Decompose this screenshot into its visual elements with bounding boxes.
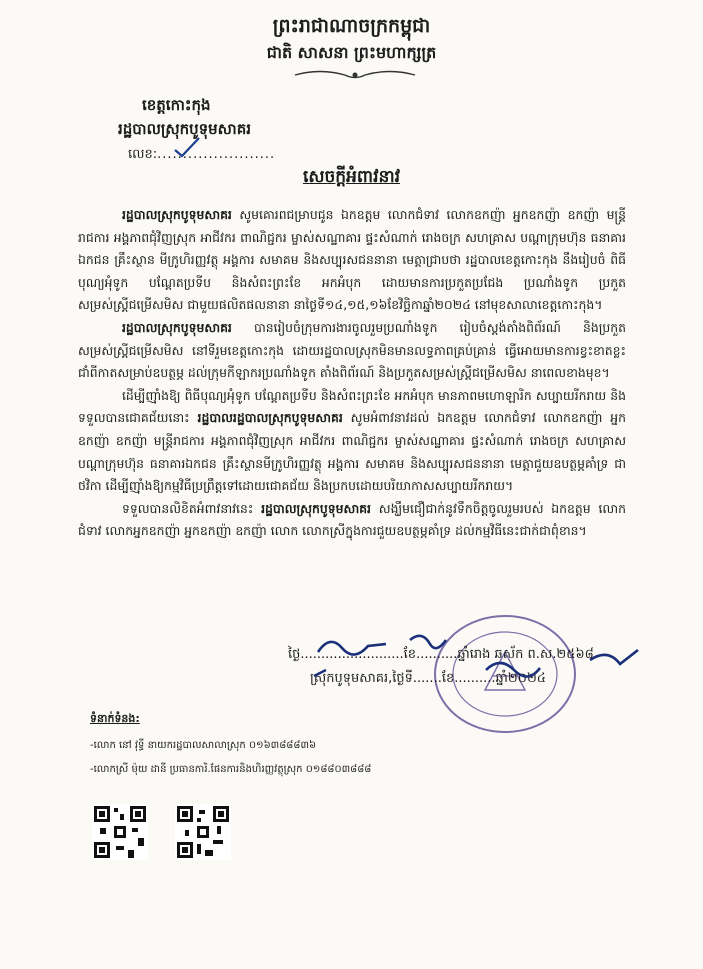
contact-line-1: -លោក នៅ វុទ្ធី នាយករដ្ឋបាលសាលាស្រុក ០១៦៣៨៨៨៣៦ bbox=[90, 740, 317, 751]
body-paragraph-4 bbox=[78, 498, 626, 543]
body-paragraph-3 bbox=[78, 385, 626, 498]
national-motto: ជាតិ សាសនា ព្រះមហាក្សត្រ bbox=[266, 43, 437, 62]
paragraph-2-bold: រដ្ឋបាលស្រុកបូទុមសាគរ bbox=[122, 319, 232, 335]
lunar-date-line: ថ្ងៃ.........................ខែ..........ឆ្នាំរោង ឆស័ក ព.ស.២៥៦៨ bbox=[288, 647, 594, 662]
handwritten-signature bbox=[290, 630, 650, 700]
province-name: ខេត្តកោះកុង bbox=[142, 96, 211, 114]
paragraph-3-text-b: សូមអំពាវនាវដល់ ឯកឧត្តម លោកជំទាវ លោកឧកញ៉ា អ្នកឧកញ៉ា ឧកញ៉ា មន្ត្រីរាជការ អង្គភាពជុំវិញស្រុក អាជីវករ ពាណិជ្ជករ ម្ចាស់សណ្ឋាគារ ផ្ទះសំណាក់ រោងចក្រ សហគ្រាស បណ្តាក្រុមហ៊ុន ធនាគារឯកជន គ្រឹះស្ថានមីក្រូហិរញ្ញវត្ថុ អង្គការ សមាគម និងសប្បុរសជននានា មេត្តាជួយឧបត្ថម្ភគាំទ្រ ជាថវិកា ដើម្បីញ៉ាំងឱ្យកម្មវិធីប្រព្រឹត្តទៅដោយជោគជ័យ និងប្រកបដោយបរិយាកាសសប្បាយរីករាយ។ bbox=[78, 410, 626, 494]
paragraph-2-text: បានរៀបចំក្រុមការងារចូលរួមប្រណាំងទូក រៀបចំស្តង់តាំងពិព័រណ៍ និងប្រកួតសម្រស់ស្រ្តីជម្រើសមិស នៅទីរួមខេត្តកោះកុង ដោយរដ្ឋបាលស្រុកមិនមានលទ្ធភាពគ្រប់គ្រាន់ ធ្វើអោយមានការខ្វះខាតខ្លះជាំពីកាតសម្រាប់ឧបត្ថម្ភ ដល់ក្រុមកីឡាករប្រណាំងទូក តាំងពិព័រណ៍ និងប្រកួតសម្រស់ស្រ្តីជម្រើសមិស នាពេលខាងមុខ។ bbox=[78, 319, 626, 381]
qr-code-2 bbox=[175, 804, 231, 860]
checkmark-icon bbox=[172, 136, 202, 158]
paragraph-4-bold: រដ្ឋបាលស្រុកបូទុមសាគរ bbox=[261, 500, 371, 516]
contact-line-2: -លោកស្រី ម៉ុយ ដានី ប្រធានការិ.ផែនការនិងហិរញ្ញវត្ថុស្រុក ០១៨៨០៣៨៨៨ bbox=[90, 764, 372, 775]
document-title: សេចក្តីអំពាវនាវ bbox=[302, 167, 401, 187]
reference-label: លេខ: bbox=[128, 147, 158, 162]
qr-code-1 bbox=[92, 804, 148, 860]
body-paragraph-2 bbox=[78, 317, 626, 385]
paragraph-4-text-a: ទទួលបានលិខិតអំពាវនាវនេះ bbox=[122, 500, 262, 516]
ornament-divider bbox=[290, 68, 420, 82]
kingdom-heading: ព្រះរាជាណាចក្រកម្ពុជា bbox=[272, 15, 431, 37]
letter-body bbox=[78, 204, 626, 543]
body-paragraph-1 bbox=[78, 204, 626, 317]
solar-date-line: ស្រុកបូទុមសាគរ,ថ្ងៃទី.......ខែ..........ឆ្នាំ២០២៤ bbox=[310, 671, 546, 686]
paragraph-4-text-b: សង្ឃឹមជឿជាក់នូវទឹកចិត្តចូលរួមរបស់ ឯកឧត្តម លោកជំទាវ លោកអ្នកឧកញ៉ា អ្នកឧកញ៉ា ឧកញ៉ា លោក លោកស្រីក្នុងការជួយឧបត្ថម្ភគាំទ្រ ដល់កម្មវិធីនេះជាក់ជាពុំខាន។ bbox=[78, 500, 626, 539]
paragraph-3-text-a: ដើម្បីញ៉ាំងឱ្យ ពិធីបុណ្យអុំទូក បណ្តែតប្រទីប និងសំពះព្រះខែ អកអំបុក មានភាពមហោឡារិក សប្បាយរីករាយ និងទទួលបានជោគជ័យនោះ bbox=[78, 387, 626, 426]
paragraph-1-bold: រដ្ឋបាលស្រុកបូទុមសាគរ bbox=[122, 207, 232, 222]
reference-dots: ....................... bbox=[157, 147, 276, 162]
paragraph-3-bold: រដ្ឋបាលរដ្ឋបាលស្រុកបូទុមសាគរ bbox=[197, 410, 343, 426]
contact-heading: ទំនាក់ទំនង: bbox=[90, 712, 140, 725]
paragraph-1-text: សូមគោរពជម្រាបជូន ឯកឧត្តម លោកជំទាវ លោកឧកញ៉ា អ្នកឧកញ៉ា ឧកញ៉ា មន្ត្រីរាជការ អង្គភាពជុំវិញស្រុក អាជីវករ ពាណិជ្ជករ ម្ចាស់សណ្ឋាគារ ផ្ទះសំណាក់ រោងចក្រ សហគ្រាស បណ្តាក្រុមហ៊ុន ធនាគារឯកជន គ្រឹះស្ថាន មីក្រូហិរញ្ញវត្ថុ អង្គការ សមាគម និងសប្បុរសជននានា មេត្តាជ្រាបថា រដ្ឋបាលខេត្តកោះកុង នឹងរៀបចំ ពិធីបុណ្យអុំទូក បណ្តែតប្រទីប និងសំពះព្រះខែ អកអំបុក ដោយមានការប្រកួតប្រជែង ប្រណាំងទូក ប្រកួតសម្រស់ស្រ្តីជម្រើសមិស ជាមួយផលិតផលនានា នាថ្ងៃទី១៤,១៥,១៦ខែវិច្ឆិកាឆ្នាំ២០២៤ នៅមុខសាលាខេត្តកោះកុង។ bbox=[78, 207, 626, 313]
district-administration: រដ្ឋបាលស្រុកបូទុមសាគរ bbox=[118, 120, 252, 138]
